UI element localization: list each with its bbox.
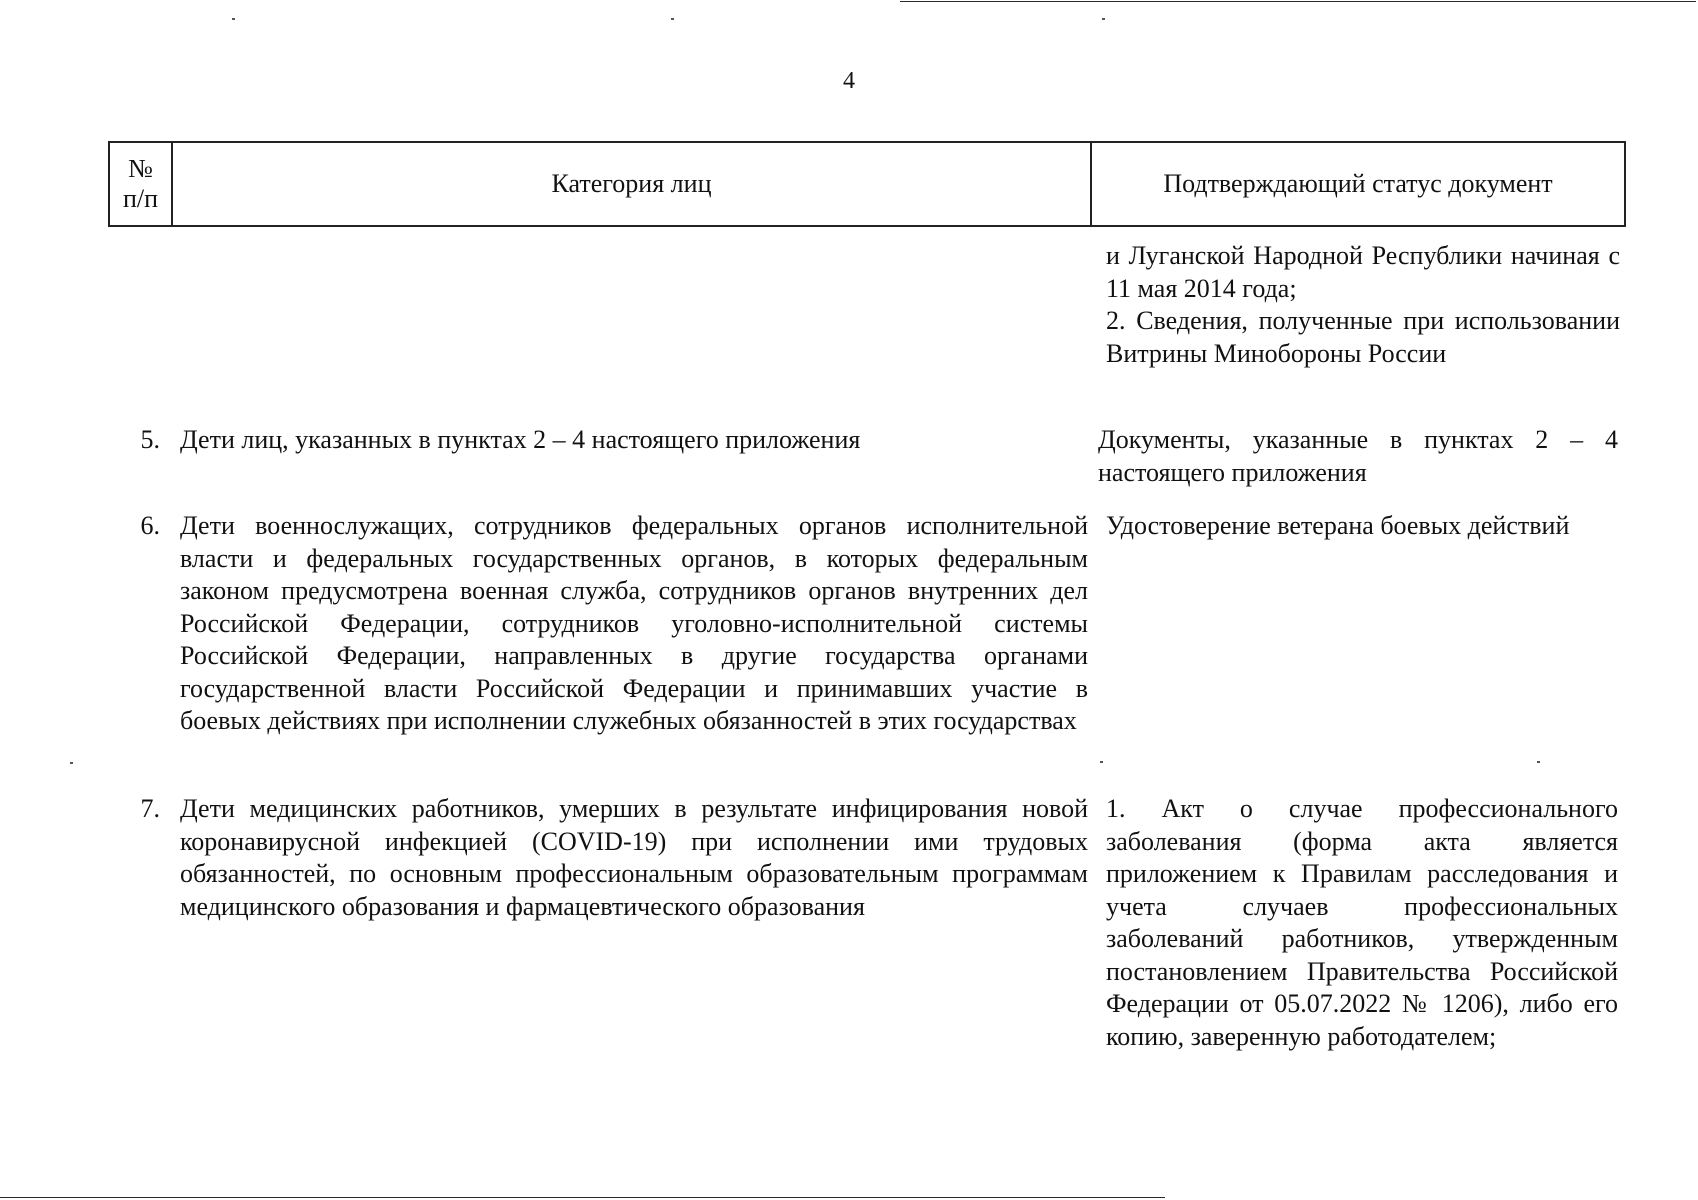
row-category: Дети военнослужащих, сотрудников федеральных органов исполнительной власти и федеральных государственных органов, в которых федеральным законом предусмотрена военная служба, сотрудников органов внутренних дел Российской Федерации, сотрудников уголовно-исполнительной системы Российской Федерации, направленных в другие государства органами государственной власти Российской Федерации и принимавших участие в боевых действиях при исполнении служебных обязанностей в этих государствах xyxy=(180,511,1088,735)
header-document xyxy=(1092,143,1624,225)
row-category: Дети медицинских работников, умерших в результате инфицирования новой коронавирусной инфекцией (COVID-19) при исполнении ими трудовых обязанностей, по основным профессиональным образовательным программам медицинского образования и фармацевтического образования xyxy=(180,794,1088,921)
row-document-text: Документы, указанные в пунктах 2 – 4 настоящего приложения xyxy=(1098,425,1618,487)
scan-line-bottom xyxy=(0,1197,1165,1198)
scan-line-top xyxy=(900,1,1696,2)
continuation-document xyxy=(1106,240,1620,370)
scan-speck xyxy=(1537,761,1540,763)
row-document xyxy=(1106,793,1618,1053)
table-row xyxy=(108,510,1626,738)
continuation-document-line-1: и Луганской Народной Республики начиная с 11 мая 2014 года; xyxy=(1106,241,1620,303)
row-category: Дети лиц, указанных в пунктах 2 – 4 настоящего приложения xyxy=(180,425,861,454)
page-number: 4 xyxy=(843,68,855,94)
scan-speck xyxy=(1100,761,1103,763)
scan-speck xyxy=(671,18,674,20)
scan-speck xyxy=(232,18,235,20)
row-number: 7. xyxy=(140,794,160,823)
continuation-document-line-2: 2. Сведения, полученные при использовании Витрины Минобороны России xyxy=(1106,306,1620,368)
scan-speck xyxy=(70,762,73,764)
row-document xyxy=(1098,424,1618,489)
header-num xyxy=(110,143,173,225)
scan-speck xyxy=(1102,18,1105,20)
row-document-text: 1. Акт о случае профессионального заболевания (форма акта является приложением к Правилам расследования и учета случаев профессиональных заболеваний работников, утвержденным постановлением Правительства Российской Федерации от 05.07.2022 № 1206), либо его копию, заверенную работодателем; xyxy=(1106,794,1618,1051)
row-document xyxy=(1106,510,1626,543)
table-row xyxy=(108,793,1626,1051)
row-document-text: Удостоверение ветерана боевых действий xyxy=(1106,511,1570,540)
row-number: 5. xyxy=(140,425,160,454)
header-num-label: № п/п xyxy=(122,154,159,213)
header-category-label: Категория лиц xyxy=(551,169,712,198)
header-document-label: Подтверждающий статус документ xyxy=(1163,169,1553,198)
row-number: 6. xyxy=(140,511,160,540)
table-row xyxy=(108,424,1626,487)
header-category xyxy=(173,143,1092,225)
table-header xyxy=(108,141,1626,227)
